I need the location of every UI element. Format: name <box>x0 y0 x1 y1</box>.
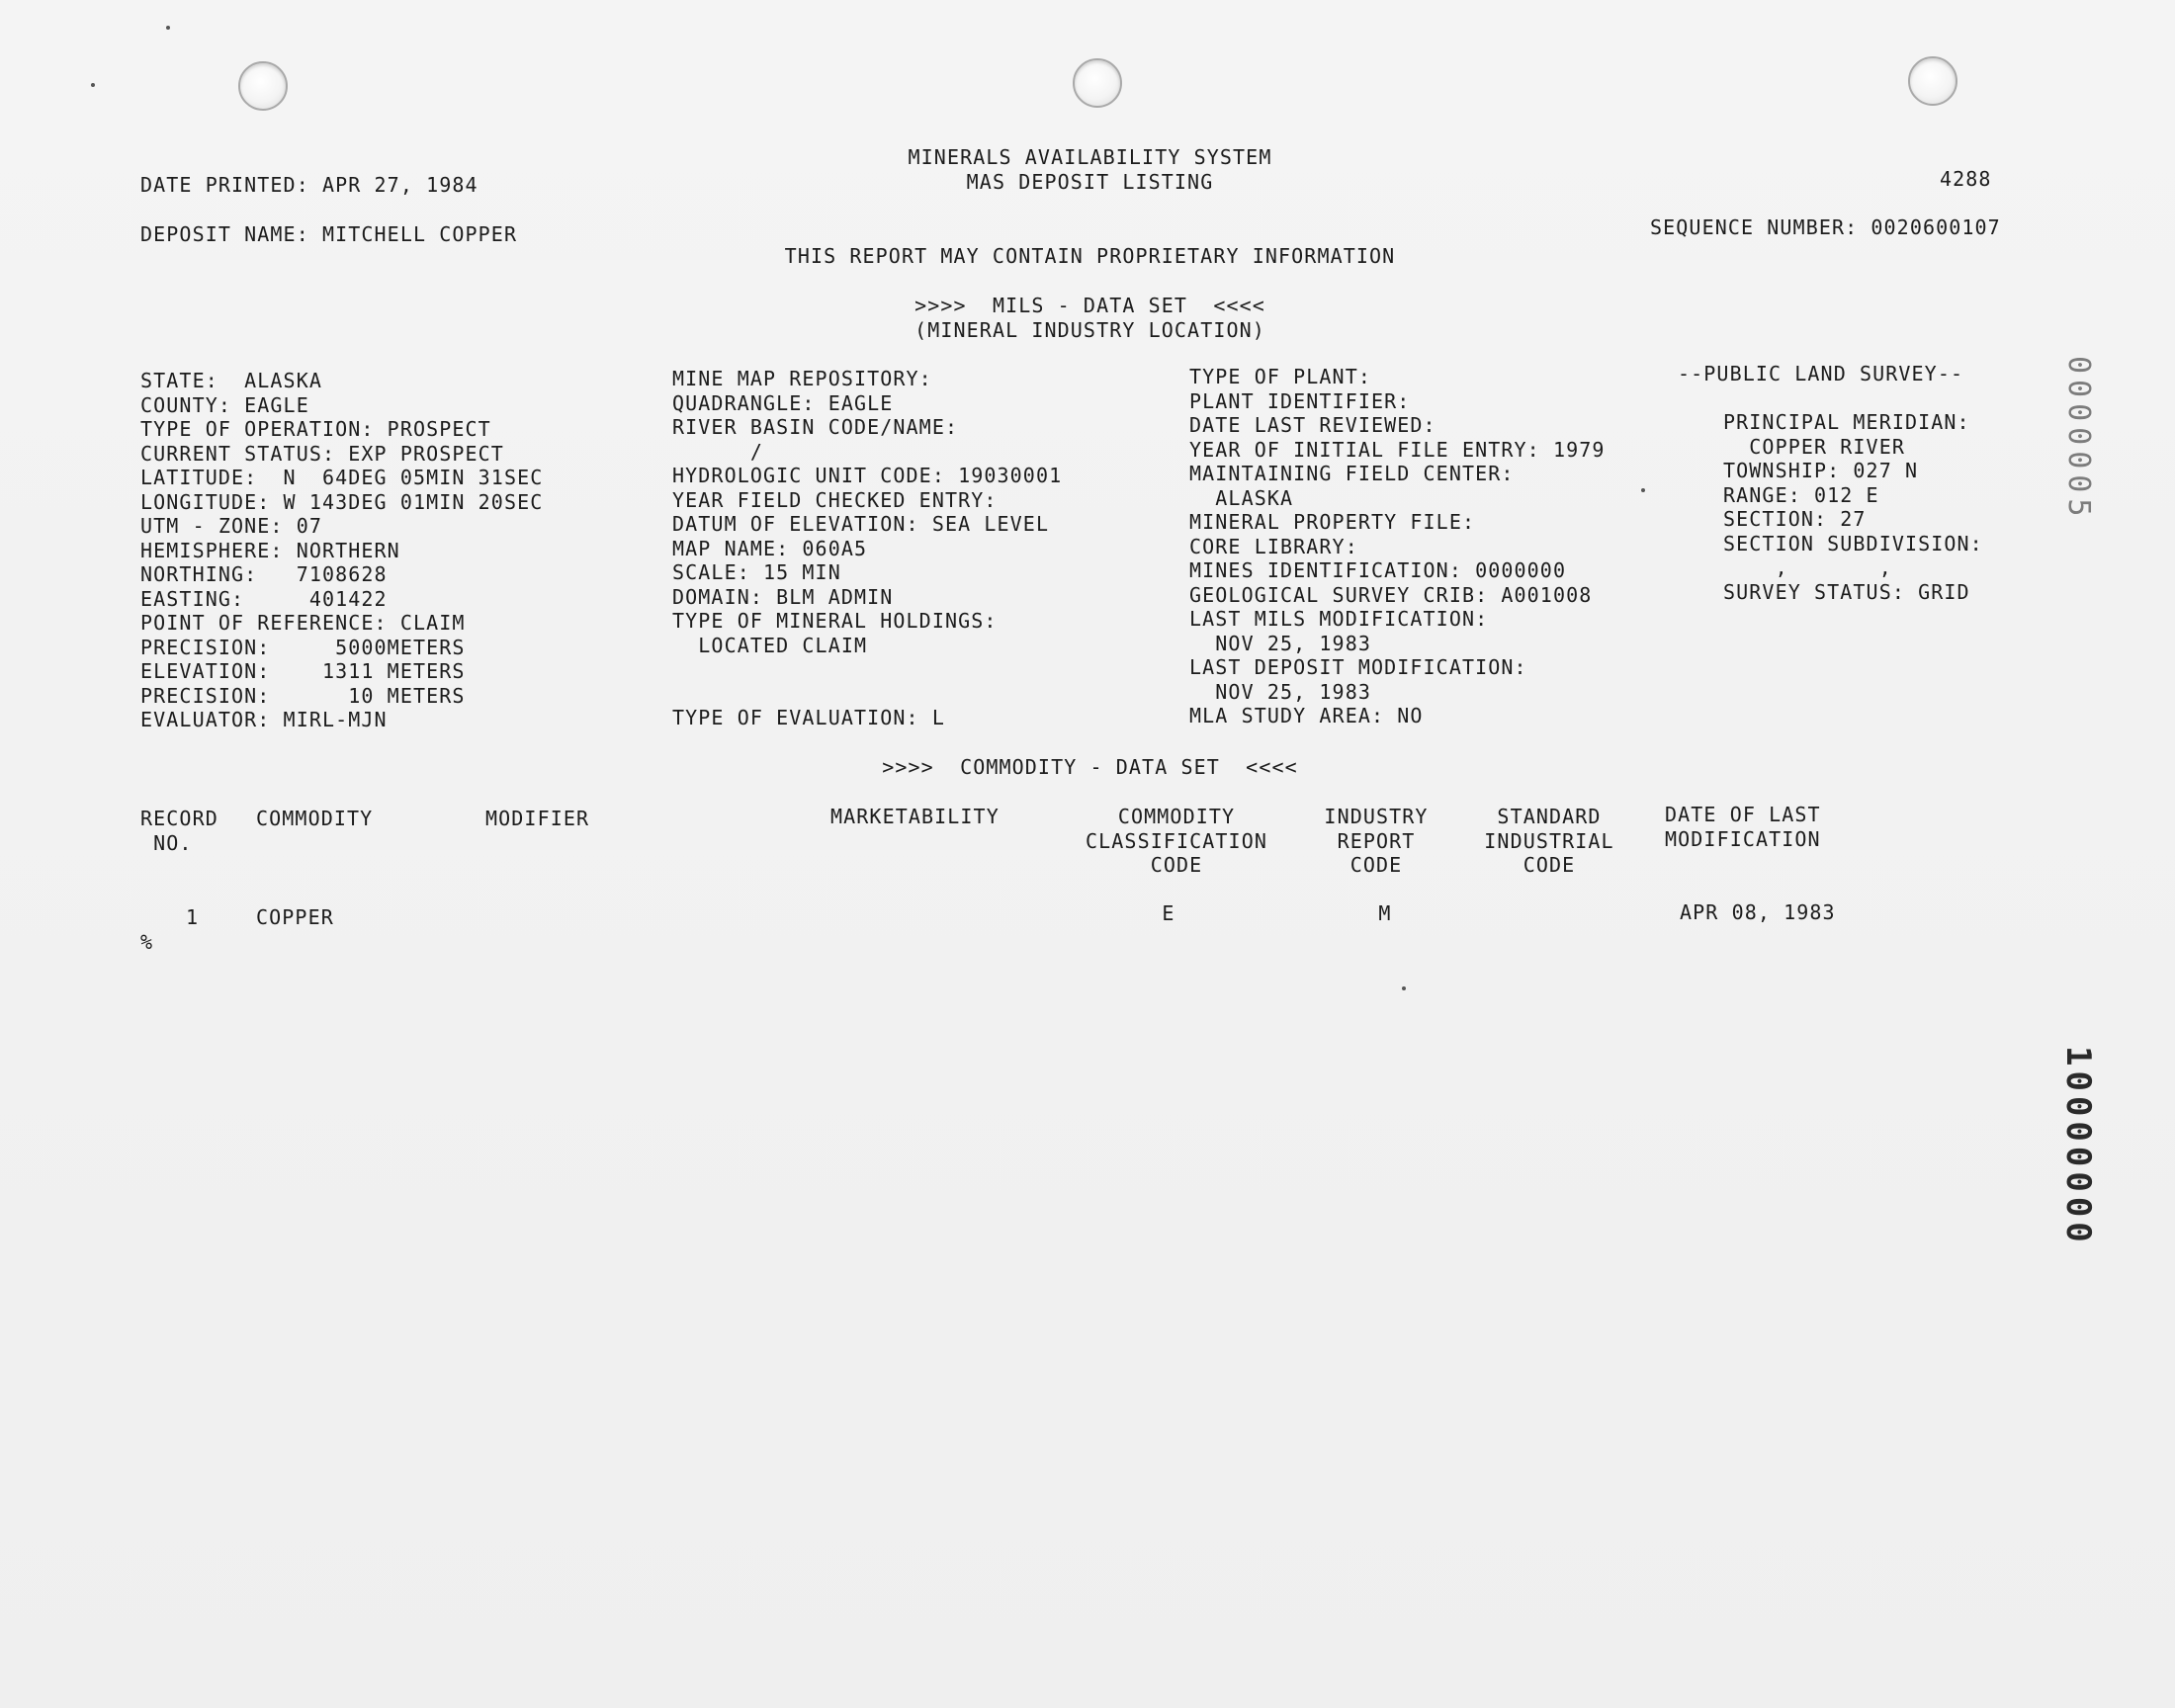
mils-field: PRECISION: 5000METERS <box>140 635 466 659</box>
survey-field <box>1678 386 1983 411</box>
mils-field: MINE MAP REPOSITORY: <box>672 367 932 390</box>
column-header: INDUSTRY <box>1324 805 1429 828</box>
mils-field: POINT OF REFERENCE: CLAIM <box>140 611 466 635</box>
mils-section-title: >>>> MILS - DATA SET <<<< <box>914 294 1265 317</box>
cell-classification: E <box>1162 901 1175 925</box>
column-header: MODIFIER <box>485 807 590 830</box>
mils-field: LOCATED CLAIM <box>672 633 868 657</box>
mils-field: YEAR OF INITIAL FILE ENTRY: 1979 <box>1189 437 1606 462</box>
header-date-last-mod <box>1665 803 1821 851</box>
survey-field: RANGE: 012 E <box>1723 482 1879 507</box>
mils-field: ALASKA <box>1189 485 1294 510</box>
column-header: REPORT <box>1337 828 1416 853</box>
header-classification <box>1068 805 1285 878</box>
public-land-survey <box>1678 362 1983 604</box>
mils-column-location <box>140 369 543 732</box>
column-header: CODE <box>1150 853 1203 877</box>
header-record-no <box>140 807 218 855</box>
mils-field: ELEVATION: 1311 METERS <box>140 659 466 683</box>
mils-field: MLA STUDY AREA: NO <box>1189 704 1424 727</box>
column-header: CLASSIFICATION <box>1086 828 1267 853</box>
survey-field: COPPER RIVER <box>1723 434 1905 459</box>
mils-field: HEMISPHERE: NORTHERN <box>140 538 400 562</box>
column-header: CODE <box>1349 853 1403 877</box>
mils-field: TYPE OF OPERATION: PROSPECT <box>140 417 491 441</box>
date-printed: DATE PRINTED: APR 27, 1984 <box>140 173 478 197</box>
mils-field: DOMAIN: BLM ADMIN <box>672 584 894 609</box>
mils-field: NOV 25, 1983 <box>1189 631 1371 655</box>
mils-field: HYDROLOGIC UNIT CODE: 19030001 <box>672 464 1063 487</box>
header-marketability <box>830 805 1000 829</box>
header-modifier <box>485 807 589 831</box>
cell-record-no: 1 <box>186 905 200 929</box>
mils-field: SCALE: 15 MIN <box>672 560 841 584</box>
listing-title: MAS DEPOSIT LISTING <box>966 170 1214 194</box>
mils-field <box>672 682 1062 707</box>
stamp-number-top: 0000005 <box>2061 356 2096 523</box>
mils-field: LAST MILS MODIFICATION: <box>1189 607 1489 631</box>
mils-field: MINERAL PROPERTY FILE: <box>1189 510 1476 534</box>
end-marker: % <box>140 930 154 954</box>
header-industry-report <box>1311 805 1441 878</box>
mils-field: GEOLOGICAL SURVEY CRIB: A001008 <box>1189 582 1593 607</box>
scan-speck <box>91 83 95 87</box>
mils-field: TYPE OF PLANT: <box>1189 365 1371 388</box>
mils-field: TYPE OF MINERAL HOLDINGS: <box>672 609 998 633</box>
punch-hole-right <box>1908 56 1958 106</box>
mils-field: MINES IDENTIFICATION: 0000000 <box>1189 558 1567 582</box>
mils-field: EASTING: 401422 <box>140 586 388 611</box>
mils-field: EVALUATOR: MIRL-MJN <box>140 708 388 731</box>
proprietary-notice: THIS REPORT MAY CONTAIN PROPRIETARY INFORMATION <box>784 244 1396 268</box>
cell-date-last-mod: APR 08, 1983 <box>1680 900 1836 924</box>
mils-field: CURRENT STATUS: EXP PROSPECT <box>140 441 504 466</box>
mils-field: LAST DEPOSIT MODIFICATION: <box>1189 655 1527 679</box>
mils-column-map <box>672 367 1062 730</box>
cell-industry-report: M <box>1378 901 1392 925</box>
column-header: STANDARD <box>1497 805 1602 828</box>
mils-field: MAINTAINING FIELD CENTER: <box>1189 462 1515 485</box>
stamp-number-bottom: 10000000 <box>2058 1046 2098 1247</box>
survey-field: , , <box>1723 555 1892 579</box>
punch-hole-left <box>238 61 288 111</box>
survey-field: SECTION: 27 <box>1723 507 1867 531</box>
mils-field: MAP NAME: 060A5 <box>672 536 868 560</box>
cell-commodity: COPPER <box>256 905 334 929</box>
mils-field: YEAR FIELD CHECKED ENTRY: <box>672 487 998 512</box>
survey-field: PRINCIPAL MERIDIAN: <box>1723 410 1970 434</box>
survey-heading: --PUBLIC LAND SURVEY-- <box>1678 362 1964 385</box>
mils-field: STATE: ALASKA <box>140 369 322 392</box>
column-header: COMMODITY <box>256 807 374 830</box>
mils-field: QUADRANGLE: EAGLE <box>672 390 894 415</box>
survey-field: SECTION SUBDIVISION: <box>1723 531 1983 555</box>
scan-speck <box>166 26 170 30</box>
system-title: MINERALS AVAILABILITY SYSTEM <box>908 145 1272 169</box>
column-header: MARKETABILITY <box>830 805 1000 828</box>
mils-field: PLANT IDENTIFIER: <box>1189 388 1411 413</box>
header-commodity <box>256 807 373 831</box>
commodity-section-title: >>>> COMMODITY - DATA SET <<<< <box>882 755 1298 779</box>
column-header: DATE OF LAST <box>1665 803 1821 826</box>
mils-field: / <box>672 439 763 464</box>
mils-field: NORTHING: 7108628 <box>140 562 388 586</box>
mils-section-subtitle: (MINERAL INDUSTRY LOCATION) <box>914 318 1265 342</box>
mils-field <box>672 657 1062 682</box>
header-standard-industrial <box>1472 805 1626 878</box>
mils-field: PRECISION: 10 METERS <box>140 683 466 708</box>
mils-column-records <box>1189 365 1606 728</box>
punch-hole-center <box>1073 58 1122 108</box>
mils-field: LATITUDE: N 64DEG 05MIN 31SEC <box>140 466 544 489</box>
column-header: INDUSTRIAL <box>1484 828 1614 853</box>
mils-field: CORE LIBRARY: <box>1189 534 1358 558</box>
survey-field: TOWNSHIP: 027 N <box>1723 459 1919 482</box>
mils-field: COUNTY: EAGLE <box>140 392 309 417</box>
mils-field: RIVER BASIN CODE/NAME: <box>672 415 959 439</box>
survey-field: SURVEY STATUS: GRID <box>1723 579 1970 604</box>
mils-field: TYPE OF EVALUATION: L <box>672 706 945 729</box>
mils-field: NOV 25, 1983 <box>1189 679 1371 704</box>
mils-field: UTM - ZONE: 07 <box>140 514 322 538</box>
mils-field: DATUM OF ELEVATION: SEA LEVEL <box>672 512 1050 536</box>
mils-field: LONGITUDE: W 143DEG 01MIN 20SEC <box>140 489 544 514</box>
scan-speck <box>1641 488 1645 492</box>
sequence-number: SEQUENCE NUMBER: 0020600107 <box>1650 215 2001 239</box>
column-header: COMMODITY <box>1117 805 1236 828</box>
column-header: CODE <box>1522 853 1576 877</box>
scan-speck <box>1402 986 1406 990</box>
mils-field: DATE LAST REVIEWED: <box>1189 413 1436 437</box>
column-header: NO. <box>140 830 193 855</box>
deposit-name: DEPOSIT NAME: MITCHELL COPPER <box>140 222 518 246</box>
column-header: RECORD <box>140 807 218 830</box>
column-header: MODIFICATION <box>1665 826 1821 851</box>
page-number: 4288 <box>1940 167 1992 191</box>
